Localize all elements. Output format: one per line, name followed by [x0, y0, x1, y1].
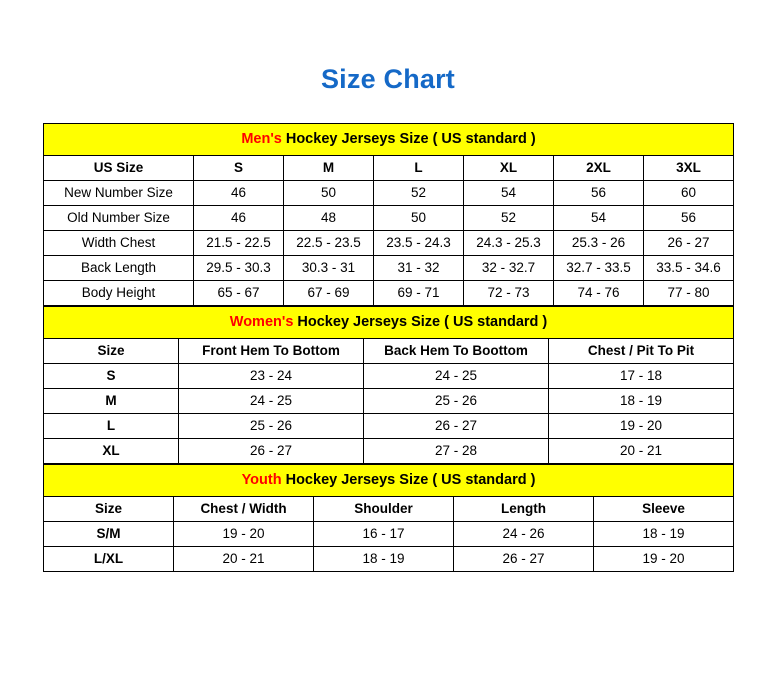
youth-section-accent: Youth: [241, 472, 282, 489]
mens-row-3-val-2: 31 - 32: [374, 255, 464, 280]
youth-col-0: Size: [44, 496, 174, 521]
table-row: [44, 413, 734, 438]
mens-column-header-row: [44, 155, 734, 180]
mens-row-0-label: New Number Size: [44, 180, 194, 205]
mens-section-accent: Men's: [241, 131, 282, 148]
mens-col-2: M: [284, 155, 374, 180]
mens-row-2-val-2: 23.5 - 24.3: [374, 230, 464, 255]
mens-row-3-label: Back Length: [44, 255, 194, 280]
mens-row-4-val-5: 77 - 80: [644, 280, 734, 305]
mens-row-1-val-0: 46: [194, 205, 284, 230]
mens-row-3-val-5: 33.5 - 34.6: [644, 255, 734, 280]
youth-size-table: [43, 464, 734, 572]
mens-section-header: [44, 123, 734, 155]
mens-row-4-val-2: 69 - 71: [374, 280, 464, 305]
womens-row-3-label: XL: [44, 438, 179, 463]
mens-row-1-label: Old Number Size: [44, 205, 194, 230]
mens-row-3-val-1: 30.3 - 31: [284, 255, 374, 280]
youth-row-0-val-0: 19 - 20: [174, 521, 314, 546]
table-row: [44, 280, 734, 305]
table-row: [44, 363, 734, 388]
womens-row-2-val-0: 25 - 26: [179, 413, 364, 438]
youth-row-1-val-2: 26 - 27: [454, 546, 594, 571]
womens-row-1-val-1: 25 - 26: [364, 388, 549, 413]
table-row: [44, 438, 734, 463]
mens-row-4-val-1: 67 - 69: [284, 280, 374, 305]
mens-row-0-val-5: 60: [644, 180, 734, 205]
youth-row-0-val-2: 24 - 26: [454, 521, 594, 546]
womens-row-2-val-2: 19 - 20: [549, 413, 734, 438]
mens-row-0-val-2: 52: [374, 180, 464, 205]
youth-col-3: Length: [454, 496, 594, 521]
womens-row-0-label: S: [44, 363, 179, 388]
mens-row-2-val-0: 21.5 - 22.5: [194, 230, 284, 255]
womens-row-1-val-0: 24 - 25: [179, 388, 364, 413]
womens-row-0-val-2: 17 - 18: [549, 363, 734, 388]
youth-col-4: Sleeve: [594, 496, 734, 521]
mens-row-0-val-0: 46: [194, 180, 284, 205]
womens-column-header-row: [44, 338, 734, 363]
mens-row-4-val-0: 65 - 67: [194, 280, 284, 305]
youth-section-header: [44, 464, 734, 496]
mens-section-rest: Hockey Jerseys Size ( US standard ): [281, 131, 536, 148]
mens-row-3-val-4: 32.7 - 33.5: [554, 255, 644, 280]
womens-section-header: [44, 306, 734, 338]
womens-size-table: [43, 306, 734, 464]
womens-row-3-val-2: 20 - 21: [549, 438, 734, 463]
mens-row-2-val-1: 22.5 - 23.5: [284, 230, 374, 255]
youth-col-1: Chest / Width: [174, 496, 314, 521]
womens-row-3-val-0: 26 - 27: [179, 438, 364, 463]
youth-row-1-val-0: 20 - 21: [174, 546, 314, 571]
mens-row-0-val-3: 54: [464, 180, 554, 205]
womens-row-0-val-1: 24 - 25: [364, 363, 549, 388]
mens-col-4: XL: [464, 155, 554, 180]
mens-row-3-val-3: 32 - 32.7: [464, 255, 554, 280]
youth-section-header-cell: [44, 464, 734, 496]
youth-row-1-val-3: 19 - 20: [594, 546, 734, 571]
mens-row-1-val-5: 56: [644, 205, 734, 230]
womens-col-2: Back Hem To Boottom: [364, 338, 549, 363]
mens-row-4-val-4: 74 - 76: [554, 280, 644, 305]
mens-row-2-val-3: 24.3 - 25.3: [464, 230, 554, 255]
table-row: [44, 205, 734, 230]
mens-row-1-val-4: 54: [554, 205, 644, 230]
womens-section-header-cell: [44, 306, 734, 338]
table-row: [44, 230, 734, 255]
womens-row-2-label: L: [44, 413, 179, 438]
table-row: [44, 388, 734, 413]
mens-row-0-val-4: 56: [554, 180, 644, 205]
youth-row-1-val-1: 18 - 19: [314, 546, 454, 571]
womens-section-accent: Women's: [229, 314, 294, 331]
mens-col-5: 2XL: [554, 155, 644, 180]
womens-section-rest: Hockey Jerseys Size ( US standard ): [293, 314, 548, 331]
table-row: [44, 255, 734, 280]
womens-row-2-val-1: 26 - 27: [364, 413, 549, 438]
mens-row-2-label: Width Chest: [44, 230, 194, 255]
mens-row-1-val-3: 52: [464, 205, 554, 230]
womens-col-0: Size: [44, 338, 179, 363]
mens-size-table: [43, 123, 734, 306]
mens-col-0: US Size: [44, 155, 194, 180]
youth-row-1-label: L/XL: [44, 546, 174, 571]
youth-column-header-row: [44, 496, 734, 521]
mens-row-1-val-2: 50: [374, 205, 464, 230]
mens-row-0-val-1: 50: [284, 180, 374, 205]
mens-row-1-val-1: 48: [284, 205, 374, 230]
youth-row-0-val-3: 18 - 19: [594, 521, 734, 546]
table-row: [44, 546, 734, 571]
womens-row-0-val-0: 23 - 24: [179, 363, 364, 388]
mens-row-2-val-5: 26 - 27: [644, 230, 734, 255]
page-title: Size Chart: [320, 64, 456, 94]
mens-col-1: S: [194, 155, 284, 180]
mens-row-4-label: Body Height: [44, 280, 194, 305]
size-tables: [43, 123, 733, 572]
mens-row-3-val-0: 29.5 - 30.3: [194, 255, 284, 280]
mens-section-header-cell: [44, 123, 734, 155]
youth-row-0-label: S/M: [44, 521, 174, 546]
mens-col-6: 3XL: [644, 155, 734, 180]
womens-row-3-val-1: 27 - 28: [364, 438, 549, 463]
mens-col-3: L: [374, 155, 464, 180]
youth-col-2: Shoulder: [314, 496, 454, 521]
womens-col-1: Front Hem To Bottom: [179, 338, 364, 363]
womens-row-1-val-2: 18 - 19: [549, 388, 734, 413]
mens-row-4-val-3: 72 - 73: [464, 280, 554, 305]
table-row: [44, 180, 734, 205]
womens-row-1-label: M: [44, 388, 179, 413]
mens-row-2-val-4: 25.3 - 26: [554, 230, 644, 255]
youth-row-0-val-1: 16 - 17: [314, 521, 454, 546]
table-row: [44, 521, 734, 546]
youth-section-rest: Hockey Jerseys Size ( US standard ): [281, 472, 536, 489]
womens-col-3: Chest / Pit To Pit: [549, 338, 734, 363]
